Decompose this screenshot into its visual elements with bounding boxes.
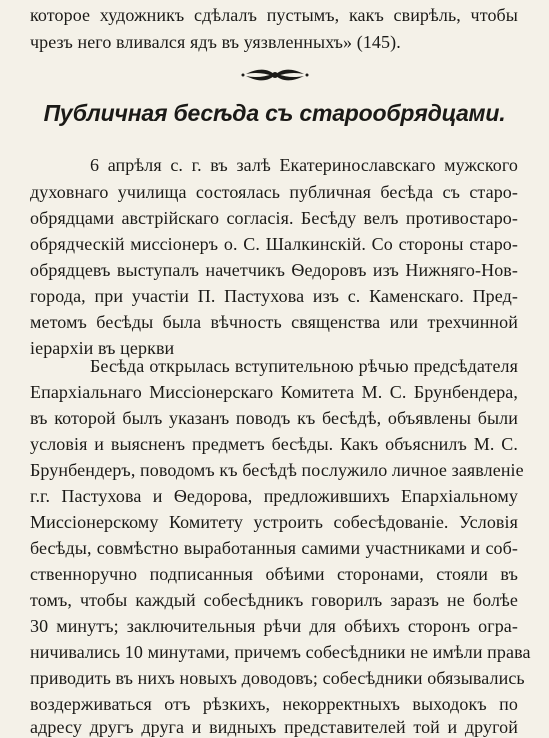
text-line: обрядцами австрійскаго согласія. Бесѣду велъ противостаро-: [30, 208, 518, 228]
text-line: города, при участіи П. Пастухова изъ с. Каменскаго. Пред-: [30, 286, 518, 306]
text-line: Миссіонерскому Комитету устроить собесѣдованіе. Условія: [30, 512, 518, 532]
text-line: бесѣды, совмѣстно выработанныя самими участниками и соб-: [30, 538, 518, 558]
text-line: ничивались 10 минутами, причемъ собесѣдники не имѣли права: [30, 642, 531, 662]
text-line: Брунбендеръ, поводомъ къ бесѣдѣ послужило личное заявленіе: [30, 460, 524, 480]
text-line: іерархіи въ церкви: [30, 338, 175, 358]
article-heading: Публичная бесѣда съ старообрядцами.: [43, 100, 506, 126]
text-line: 30 минутъ; заключительныя рѣчи для обѣихъ сторонъ огра-: [30, 616, 518, 636]
text-line: обрядцевъ выступалъ начетчикъ Ѳедоровъ изъ Нижняго-Нов-: [30, 260, 518, 280]
text-line: томъ, чтобы каждый собесѣдникъ говорилъ заразъ не болѣе: [30, 590, 518, 610]
text-line: воздерживаться отъ рѣзкихъ, некорректныхъ выходокъ по: [30, 694, 518, 714]
text-line: 6 апрѣля с. г. въ залѣ Екатеринославскаго мужского: [90, 155, 518, 175]
text-line: адресу другъ друга и видныхъ представителей той и другой: [30, 717, 518, 737]
text-line: условія и выясненъ предметъ бесѣды. Какъ объяснилъ М. С.: [30, 434, 518, 454]
text-line: метомъ бесѣды была вѣчность священства или трехчинной: [30, 312, 518, 332]
text-line: которое художникъ сдѣлалъ пустымъ, какъ свирѣль, чтобы: [30, 5, 518, 25]
text-line: Епархіальнаго Миссіонерскаго Комитета М. С. Брунбендера,: [30, 382, 518, 402]
text-line: чрезъ него вливался ядъ въ уязвленныхъ» (145).: [30, 32, 401, 52]
fleuron-ornament-icon: [240, 66, 310, 84]
text-line: въ которой былъ указанъ поводъ къ бесѣдѣ, объявлены были: [30, 408, 518, 428]
text-line: г.г. Пастухова и Ѳедорова, предложившихъ Епархіальному: [30, 486, 518, 506]
text-line: ственноручно подписанныя обѣими сторонами, стояли въ: [30, 564, 518, 584]
text-line: Бесѣда открылась вступительною рѣчью предсѣдателя: [90, 356, 518, 376]
text-line: приводить въ нихъ новыхъ доводовъ; собесѣдники обязывались: [30, 668, 525, 688]
text-line: духовнаго училища состоялась публичная бесѣда съ старо-: [30, 182, 518, 202]
text-line: обрядческій миссіонеръ о. С. Шалкинскій. Со стороны старо-: [30, 234, 518, 254]
